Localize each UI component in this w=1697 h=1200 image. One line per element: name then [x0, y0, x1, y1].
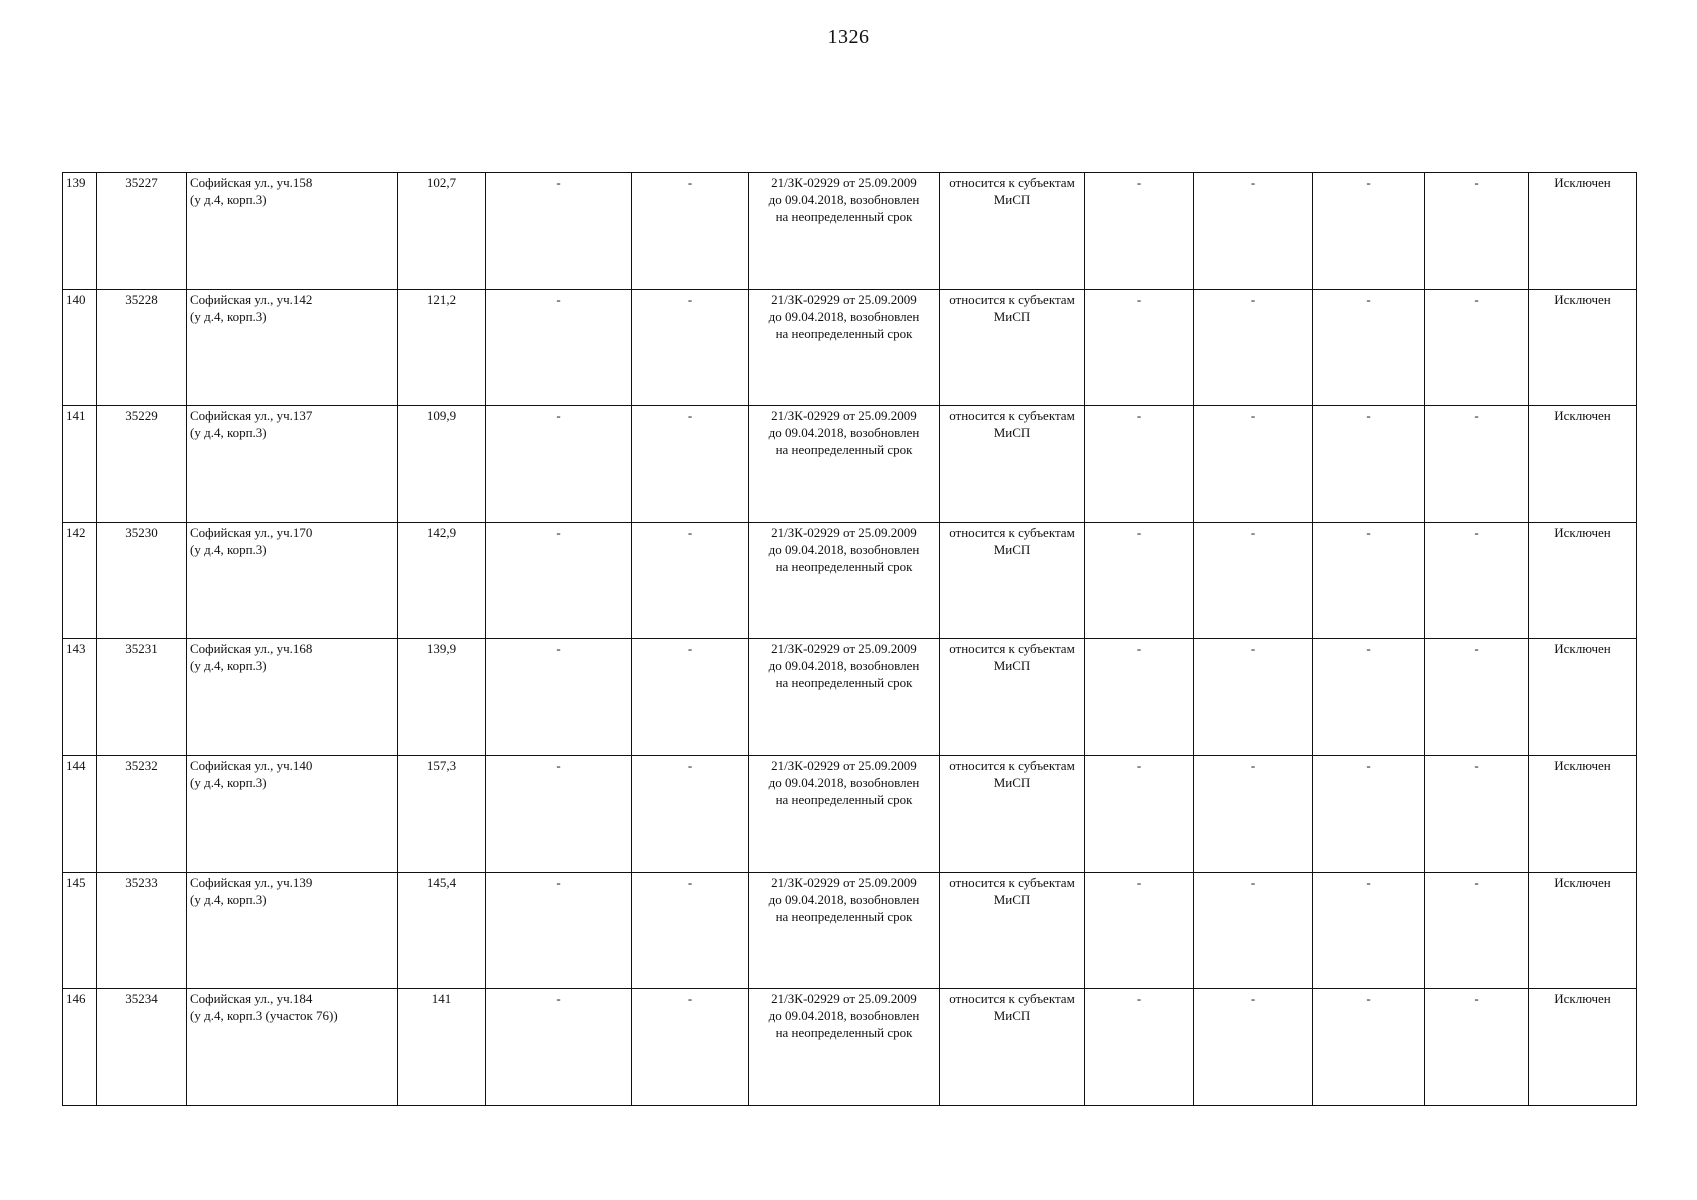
row-index: 146 — [63, 989, 97, 1106]
object-code: 35234 — [97, 989, 187, 1106]
object-code: 35227 — [97, 173, 187, 290]
cell-col11: - — [1313, 872, 1425, 989]
contract-line: до 09.04.2018, возобновлен — [768, 541, 920, 557]
address-line: (у д.4, корп.3) — [190, 308, 267, 324]
contract-cell — [749, 639, 940, 756]
subject-line: МиСП — [993, 425, 1031, 441]
cell-col6: - — [632, 755, 749, 872]
cell-col12: - — [1425, 989, 1529, 1106]
page-number: 1326 — [827, 26, 870, 48]
contract-line: 21/ЗК-02929 от 25.09.2009 — [771, 991, 917, 1007]
cell-col10: - — [1194, 755, 1313, 872]
cell-col6: - — [632, 289, 749, 406]
cell-col10: - — [1194, 406, 1313, 523]
contract-cell — [749, 406, 940, 523]
cell-col12: - — [1425, 639, 1529, 756]
status-cell: Исключен — [1529, 173, 1637, 290]
cell-col11: - — [1313, 989, 1425, 1106]
object-code: 35231 — [97, 639, 187, 756]
address-cell — [187, 406, 398, 523]
contract-line: до 09.04.2018, возобновлен — [768, 192, 920, 207]
contract-line: 21/ЗК-02929 от 25.09.2009 — [771, 874, 917, 890]
cell-col5: - — [486, 989, 632, 1106]
subject-cell — [940, 639, 1085, 756]
cell-col9: - — [1085, 872, 1194, 989]
row-index: 141 — [63, 406, 97, 523]
contract-line: до 09.04.2018, возобновлен — [768, 425, 920, 441]
cell-col5: - — [486, 289, 632, 406]
status-cell: Исключен — [1529, 872, 1637, 989]
subject-line: МиСП — [993, 541, 1031, 557]
contract-line: на неопределенный срок — [775, 209, 913, 224]
cell-col5: - — [486, 522, 632, 639]
cell-col5: - — [486, 173, 632, 290]
contract-line: 21/ЗК-02929 от 25.09.2009 — [771, 757, 917, 773]
object-code: 35229 — [97, 406, 187, 523]
cell-col9: - — [1085, 173, 1194, 290]
cell-col12: - — [1425, 872, 1529, 989]
cell-col6: - — [632, 872, 749, 989]
contract-line: на неопределенный срок — [775, 675, 913, 691]
table-row — [63, 406, 1637, 523]
contract-line: на неопределенный срок — [775, 791, 913, 807]
cell-col11: - — [1313, 406, 1425, 523]
subject-cell — [940, 989, 1085, 1106]
subject-cell — [940, 289, 1085, 406]
address-cell — [187, 639, 398, 756]
area-value: 139,9 — [398, 639, 486, 756]
address-line: (у д.4, корп.3) — [190, 891, 267, 907]
subject-line: относится к субъектам — [949, 175, 1075, 190]
area-value: 102,7 — [398, 173, 486, 290]
subject-line: относится к субъектам — [949, 408, 1075, 424]
cell-col9: - — [1085, 989, 1194, 1106]
contract-cell — [749, 872, 940, 989]
address-line: (у д.4, корп.3) — [190, 192, 267, 207]
cell-col10: - — [1194, 289, 1313, 406]
cell-col12: - — [1425, 406, 1529, 523]
cell-col5: - — [486, 755, 632, 872]
status-cell: Исключен — [1529, 755, 1637, 872]
contract-line: 21/ЗК-02929 от 25.09.2009 — [771, 408, 917, 424]
area-value: 157,3 — [398, 755, 486, 872]
registry-table-body — [63, 173, 1637, 1106]
table-row — [63, 989, 1637, 1106]
subject-line: относится к субъектам — [949, 757, 1075, 773]
area-value: 109,9 — [398, 406, 486, 523]
address-line: Софийская ул., уч.184 — [190, 991, 313, 1007]
contract-cell — [749, 173, 940, 290]
address-line: Софийская ул., уч.140 — [190, 757, 313, 773]
cell-col10: - — [1194, 872, 1313, 989]
address-line: (у д.4, корп.3) — [190, 541, 267, 557]
contract-cell — [749, 522, 940, 639]
address-cell — [187, 173, 398, 290]
contract-line: на неопределенный срок — [775, 325, 913, 341]
address-cell — [187, 755, 398, 872]
cell-col11: - — [1313, 755, 1425, 872]
cell-col9: - — [1085, 639, 1194, 756]
table-row — [63, 639, 1637, 756]
cell-col10: - — [1194, 173, 1313, 290]
cell-col6: - — [632, 522, 749, 639]
area-value: 145,4 — [398, 872, 486, 989]
subject-line: МиСП — [993, 891, 1031, 907]
row-index: 143 — [63, 639, 97, 756]
address-cell — [187, 872, 398, 989]
status-cell: Исключен — [1529, 989, 1637, 1106]
subject-cell — [940, 755, 1085, 872]
object-code: 35228 — [97, 289, 187, 406]
cell-col6: - — [632, 639, 749, 756]
contract-line: на неопределенный срок — [775, 558, 913, 574]
table-row — [63, 289, 1637, 406]
cell-col12: - — [1425, 522, 1529, 639]
address-cell — [187, 522, 398, 639]
registry-table — [62, 172, 1637, 1106]
contract-cell — [749, 989, 940, 1106]
subject-line: МиСП — [993, 308, 1031, 324]
contract-line: на неопределенный срок — [775, 1025, 913, 1041]
contract-line: на неопределенный срок — [775, 908, 913, 924]
cell-col10: - — [1194, 989, 1313, 1106]
table-row — [63, 173, 1637, 290]
cell-col9: - — [1085, 406, 1194, 523]
cell-col11: - — [1313, 173, 1425, 290]
row-index: 144 — [63, 755, 97, 872]
cell-col9: - — [1085, 522, 1194, 639]
subject-cell — [940, 522, 1085, 639]
table-row — [63, 522, 1637, 639]
subject-line: МиСП — [993, 658, 1031, 674]
status-cell: Исключен — [1529, 639, 1637, 756]
cell-col5: - — [486, 639, 632, 756]
contract-line: до 09.04.2018, возобновлен — [768, 658, 920, 674]
subject-line: МиСП — [993, 1008, 1031, 1024]
cell-col12: - — [1425, 755, 1529, 872]
subject-line: относится к субъектам — [949, 874, 1075, 890]
object-code: 35232 — [97, 755, 187, 872]
subject-line: относится к субъектам — [949, 291, 1075, 307]
cell-col6: - — [632, 173, 749, 290]
contract-line: 21/ЗК-02929 от 25.09.2009 — [771, 175, 917, 190]
object-code: 35230 — [97, 522, 187, 639]
cell-col12: - — [1425, 173, 1529, 290]
row-index: 145 — [63, 872, 97, 989]
status-cell: Исключен — [1529, 289, 1637, 406]
contract-line: 21/ЗК-02929 от 25.09.2009 — [771, 641, 917, 657]
address-cell — [187, 989, 398, 1106]
cell-col9: - — [1085, 289, 1194, 406]
status-cell: Исключен — [1529, 522, 1637, 639]
cell-col10: - — [1194, 639, 1313, 756]
row-index: 142 — [63, 522, 97, 639]
contract-line: 21/ЗК-02929 от 25.09.2009 — [771, 524, 917, 540]
address-line: (у д.4, корп.3) — [190, 425, 267, 441]
cell-col10: - — [1194, 522, 1313, 639]
contract-line: до 09.04.2018, возобновлен — [768, 891, 920, 907]
cell-col5: - — [486, 872, 632, 989]
address-cell — [187, 289, 398, 406]
cell-col6: - — [632, 406, 749, 523]
address-line: (у д.4, корп.3) — [190, 774, 267, 790]
address-line: Софийская ул., уч.137 — [190, 408, 313, 424]
subject-line: относится к субъектам — [949, 524, 1075, 540]
status-cell: Исключен — [1529, 406, 1637, 523]
area-value: 142,9 — [398, 522, 486, 639]
table-row — [63, 755, 1637, 872]
contract-line: на неопределенный срок — [775, 442, 913, 458]
row-index: 140 — [63, 289, 97, 406]
cell-col11: - — [1313, 289, 1425, 406]
address-line: Софийская ул., уч.142 — [190, 291, 313, 307]
address-line: Софийская ул., уч.158 — [190, 175, 313, 190]
subject-cell — [940, 173, 1085, 290]
table-row — [63, 872, 1637, 989]
contract-line: 21/ЗК-02929 от 25.09.2009 — [771, 291, 917, 307]
subject-line: относится к субъектам — [949, 641, 1075, 657]
contract-line: до 09.04.2018, возобновлен — [768, 1008, 920, 1024]
cell-col5: - — [486, 406, 632, 523]
subject-line: МиСП — [993, 774, 1031, 790]
subject-line: относится к субъектам — [949, 991, 1075, 1007]
area-value: 141 — [398, 989, 486, 1106]
address-line: (у д.4, корп.3 (участок 76)) — [190, 1008, 338, 1024]
subject-cell — [940, 872, 1085, 989]
contract-cell — [749, 755, 940, 872]
address-line: Софийская ул., уч.168 — [190, 641, 313, 657]
cell-col9: - — [1085, 755, 1194, 872]
row-index: 139 — [63, 173, 97, 290]
subject-line: МиСП — [993, 192, 1031, 207]
address-line: (у д.4, корп.3) — [190, 658, 267, 674]
contract-line: до 09.04.2018, возобновлен — [768, 308, 920, 324]
address-line: Софийская ул., уч.170 — [190, 524, 313, 540]
contract-cell — [749, 289, 940, 406]
cell-col11: - — [1313, 639, 1425, 756]
object-code: 35233 — [97, 872, 187, 989]
contract-line: до 09.04.2018, возобновлен — [768, 774, 920, 790]
cell-col6: - — [632, 989, 749, 1106]
subject-cell — [940, 406, 1085, 523]
cell-col11: - — [1313, 522, 1425, 639]
area-value: 121,2 — [398, 289, 486, 406]
cell-col12: - — [1425, 289, 1529, 406]
address-line: Софийская ул., уч.139 — [190, 874, 313, 890]
